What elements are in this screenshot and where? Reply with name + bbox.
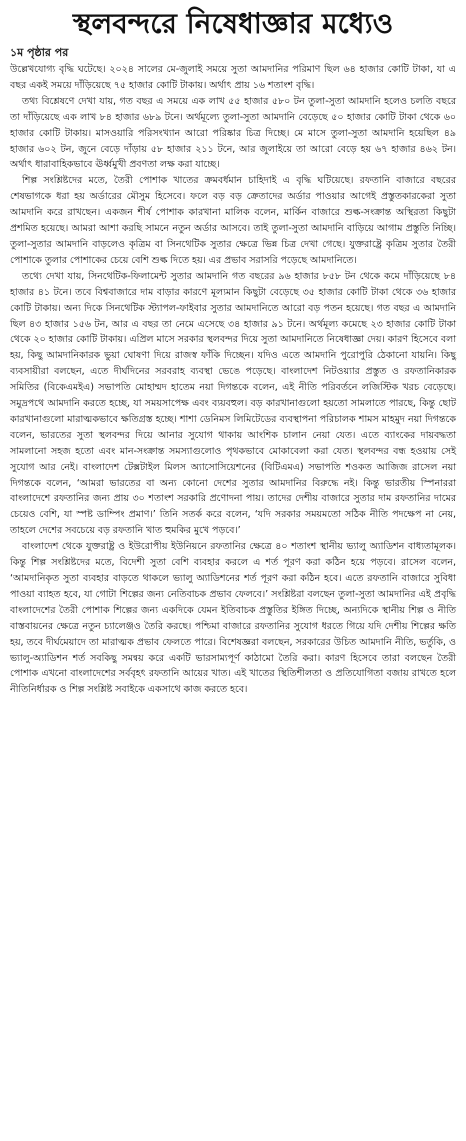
paragraph-2: তথ্য বিশ্লেষণে দেখা যায়, গত বছর এ সময়ে এক লাখ ৫৫ হাজার ৫৮০ টন তুলা-সুতা আমদানি হলেও চলতি বছরে তা দাঁড়িয়েছে এক লাখ ৮৪ হাজার ৬৮৯ টনে। অর্থমূল্যে তুলা-সুতা আমদানি বেড়েছে ৫০ হাজার কোটি টাকা থেকে ৬০ হাজার কোটি টাকায়। মাসওয়ারি পরিসংখ্যান আরো পরিষ্কার চিত্র দিচ্ছে। মে মাসে তুলা-সুতা আমদানি হয়েছিল ৪৯ হাজার ৬০২ টন, জুনে বেড়ে দাঁড়ায় ৫৮ হাজার ২১১ টনে, আর জুলাইয়ে তা আরো বেড়ে হয় ৬৭ হাজার ৪৬২ টন। অর্থাৎ ধারাবাহিকভাবে ঊর্ধ্বমুখী প্রবণতা লক্ষ করা যাচ্ছে। <box>10 95 456 171</box>
paragraph-5: বাংলাদেশ থেকে যুক্তরাষ্ট্র ও ইউরোপীয় ইউনিয়নে রফতানির ক্ষেত্রে ৪০ শতাংশ স্থানীয় ভ্যালু অ্যাডিশন বাধ্যতামূলক। কিন্তু শিল্প সংশ্লিষ্টদের মতে, বিদেশী সুতা বেশি ব্যবহার করলে এ শর্ত পূরণ করা কঠিন হয়ে পড়বে। রাসেল বলেন, ‘আমদানিকৃত সুতা ব্যবহার বাড়তে থাকলে ভ্যালু অ্যাডিশনের শর্ত পূরণ করা কঠিন হবে। এতে রফতানি বাজারে সুবিধা পাওয়া ব্যাহত হবে, যা গোটা শিল্পের জন্য নেতিবাচক প্রভাব ফেলবে।’ সংশ্লিষ্টরা বলছেন তুলা-সুতা আমদানির এই প্রবৃদ্ধি বাংলাদেশের তৈরী পোশাক শিল্পের জন্য একদিকে যেমন ইতিবাচক প্রস্তুতির ইঙ্গিত দিচ্ছে, অন্যদিকে স্থানীয় শিল্প ও নীতি বাস্তবায়নের ক্ষেত্রে নতুন চ্যালেঞ্জও তৈরি করছে। পশ্চিমা বাজারে রফতানির সুযোগ ধরতে গিয়ে যদি দেশীয় শিল্পের ক্ষতি হয়, তবে দীর্ঘমেয়াদে তা মারাত্মক প্রভাব ফেলতে পারে। বিশেষজ্ঞরা বলছেন, সরকারের উচিত আমদানি নীতি, ভর্তুকি, ও ভ্যালু-অ্যাডিশন শর্ত সবকিছু সমন্বয় করে একটি ভারসাম্যপূর্ণ কাঠামো তৈরি করা। কারণ হিসেবে তারা বলছেন তৈরী পোশাক এখনো বাংলাদেশের সর্ববৃহৎ রফতানি আয়ের খাত। এই খাতের স্থিতিশীলতা ও প্রতিযোগিতা বজায় রাখতে হলে নীতিনির্ধারক ও শিল্প সংশ্লিষ্ট সবাইকে একসাথে কাজ করতে হবে। <box>10 541 456 696</box>
paragraph-1: উল্লেখযোগ্য বৃদ্ধি ঘটেছে। ২০২৪ সালের মে-জুলাই সময়ে সুতা আমদানির পরিমাণ ছিল ৬৪ হাজার কোটি টাকা, যা এ বছর একই সময়ে দাঁড়িয়েছে ৭৫ হাজার কোটি টাকায়। অর্থাৎ প্রায় ১৬ শতাংশ বৃদ্ধি। <box>10 64 456 91</box>
paragraph-3: শিল্প সংশ্লিষ্টদের মতে, তৈরী পোশাক খাতের ক্রমবর্ধমান চাহিদাই এ বৃদ্ধি ঘটিয়েছে। রফতানি বাজারে বছরের শেষভাগকে ধরা হয় অর্ডারের মৌসুম হিসেবে। ফলে বড় বড় ক্রেতাদের অর্ডার পাওয়ার আগেই প্রস্তুতকারকেরা সুতা আমদানি করে রাখছেন। একজন শীর্ষ পোশাক কারখানা মালিক বলেন, মার্কিন বাজারে শুল্ক-সংক্রান্ত অস্থিরতা কিছুটা প্রশমিত হয়েছে। আমরা আশা করছি সামনে নতুন অর্ডার আসবে। তাই তুলা-সুতা আমদানি বাড়িয়ে আগাম প্রস্তুতি নিচ্ছি। তুলা-সুতার আমদানি বাড়লেও কৃত্রিম বা সিনথেটিক সুতার ক্ষেত্রে ভিন্ন চিত্র দেখা গেছে। যুক্তরাষ্ট্রে কৃত্রিম সুতার তৈরী পোশাকে তুলার পোশাকের চেয়ে বেশি শুল্ক দিতে হয়। এর প্রভাব সরাসরি পড়েছে আমদানিতে। <box>10 175 456 266</box>
headline: স্থলবন্দরে নিষেধাজ্ঞার মধ্যেও <box>72 7 394 40</box>
continued-from-label: ১ম পৃষ্ঠার পর <box>10 46 69 59</box>
article-body <box>10 62 456 698</box>
paragraph-4: তথ্যে দেখা যায়, সিনথেটিক-ফিলামেন্ট সুতার আমদানি গত বছরের ৯৬ হাজার ৮৫৮ টন থেকে কমে দাঁড়িয়েছে ৮৪ হাজার ৪১ টনে। তবে বিশ্ববাজারে দাম বাড়ার কারণে মূল্যমান কিছুটা বেড়েছে ৩৫ হাজার কোটি টাকা থেকে ৩৬ হাজার কোটি টাকায়। অন্য দিকে সিনথেটিক স্ট্যাপল-ফাইবার সুতার আমদানিতে আরো বড় পতন হয়েছে। গত বছর এ আমদানি ছিল ৪৩ হাজার ১৫৬ টন, আর এ বছর তা নেমে এসেছে ৩৪ হাজার ৯১ টনে। অর্থমূল্য কমেছে ২৩ হাজার কোটি টাকা থেকে ২০ হাজার কোটি টাকায়। এপ্রিল মাসে সরকার স্থলবন্দর দিয়ে সুতা আমদানিতে নিষেধাজ্ঞা দেয়। কারণ হিসেবে বলা হয়, কিছু আমদানিকারক ভুয়া ঘোষণা দিয়ে রাজস্ব ফাঁকি দিচ্ছেন। যদিও এতে আমদানি পুরোপুরি ঠেকানো যায়নি। কিছু ব্যবসায়ীরা বলছেন, এতে দীর্ঘদিনের সরবরাহ ব্যবস্থা ভেঙে পড়েছে। বাংলাদেশ নিটওয়্যার প্রস্তুত ও রফতানিকারক সমিতির (বিকেএমইএ) সভাপতি মোহাম্মদ হাতেম নয়া দিগন্তকে বলেন, এই নীতি পরিবর্তনে লজিস্টিক খরচ বেড়েছে। সমুদ্রপথে আমদানি করতে হচ্ছে, যা সময়সাপেক্ষ এবং ব্যয়বহুল। বড় কারখানাগুলো হয়তো সামলাতে পারছে, কিন্তু ছোট কারখানাগুলো মারাত্মকভাবে ক্ষতিগ্রস্ত হচ্ছে। শাশা ডেনিমস লিমিটেডের ব্যবস্থাপনা পরিচালক শামস মাহমুদ নয়া দিগন্তকে বলেন, ভারতের সুতা স্থলবন্দর দিয়ে আনার সুযোগ থাকায় আংশিক চালান নেয়া যেত। এতে ব্যাংকের দায়বদ্ধতা সামলানো সহজ হতো এবং মান-সংক্রান্ত সমস্যাগুলোও পৃথকভাবে মোকাবেলা করা যেত। স্থলবন্দর বন্ধ হওয়ায় সেই সুযোগ আর নেই। বাংলাদেশ টেক্সটাইল মিলস অ্যাসোসিয়েশনের (বিটিএমএ) সভাপতি শওকত আজিজ রাসেল নয়া দিগন্তকে বলেন, ‘আমরা ভারতের বা অন্য কোনো দেশের সুতার আমদানির বিরুদ্ধে নই। কিন্তু ভারতীয় স্পিনাররা বাংলাদেশে রফতানির জন্য প্রায় ৩০ শতাংশ সরকারি প্রণোদনা পায়। তাদের দেশীয় বাজারে সুতার দাম রফতানির দামের চেয়েও বেশি, যা স্পষ্ট ডাম্পিং প্রমাণ।’ তিনি সতর্ক করে বলেন, ‘যদি সরকার সময়মতো সঠিক নীতি পদক্ষেপ না নেয়, তাহলে দেশের সবচেয়ে বড় রফতানি খাত হুমকির মুখে পড়বে।’ <box>10 270 456 537</box>
